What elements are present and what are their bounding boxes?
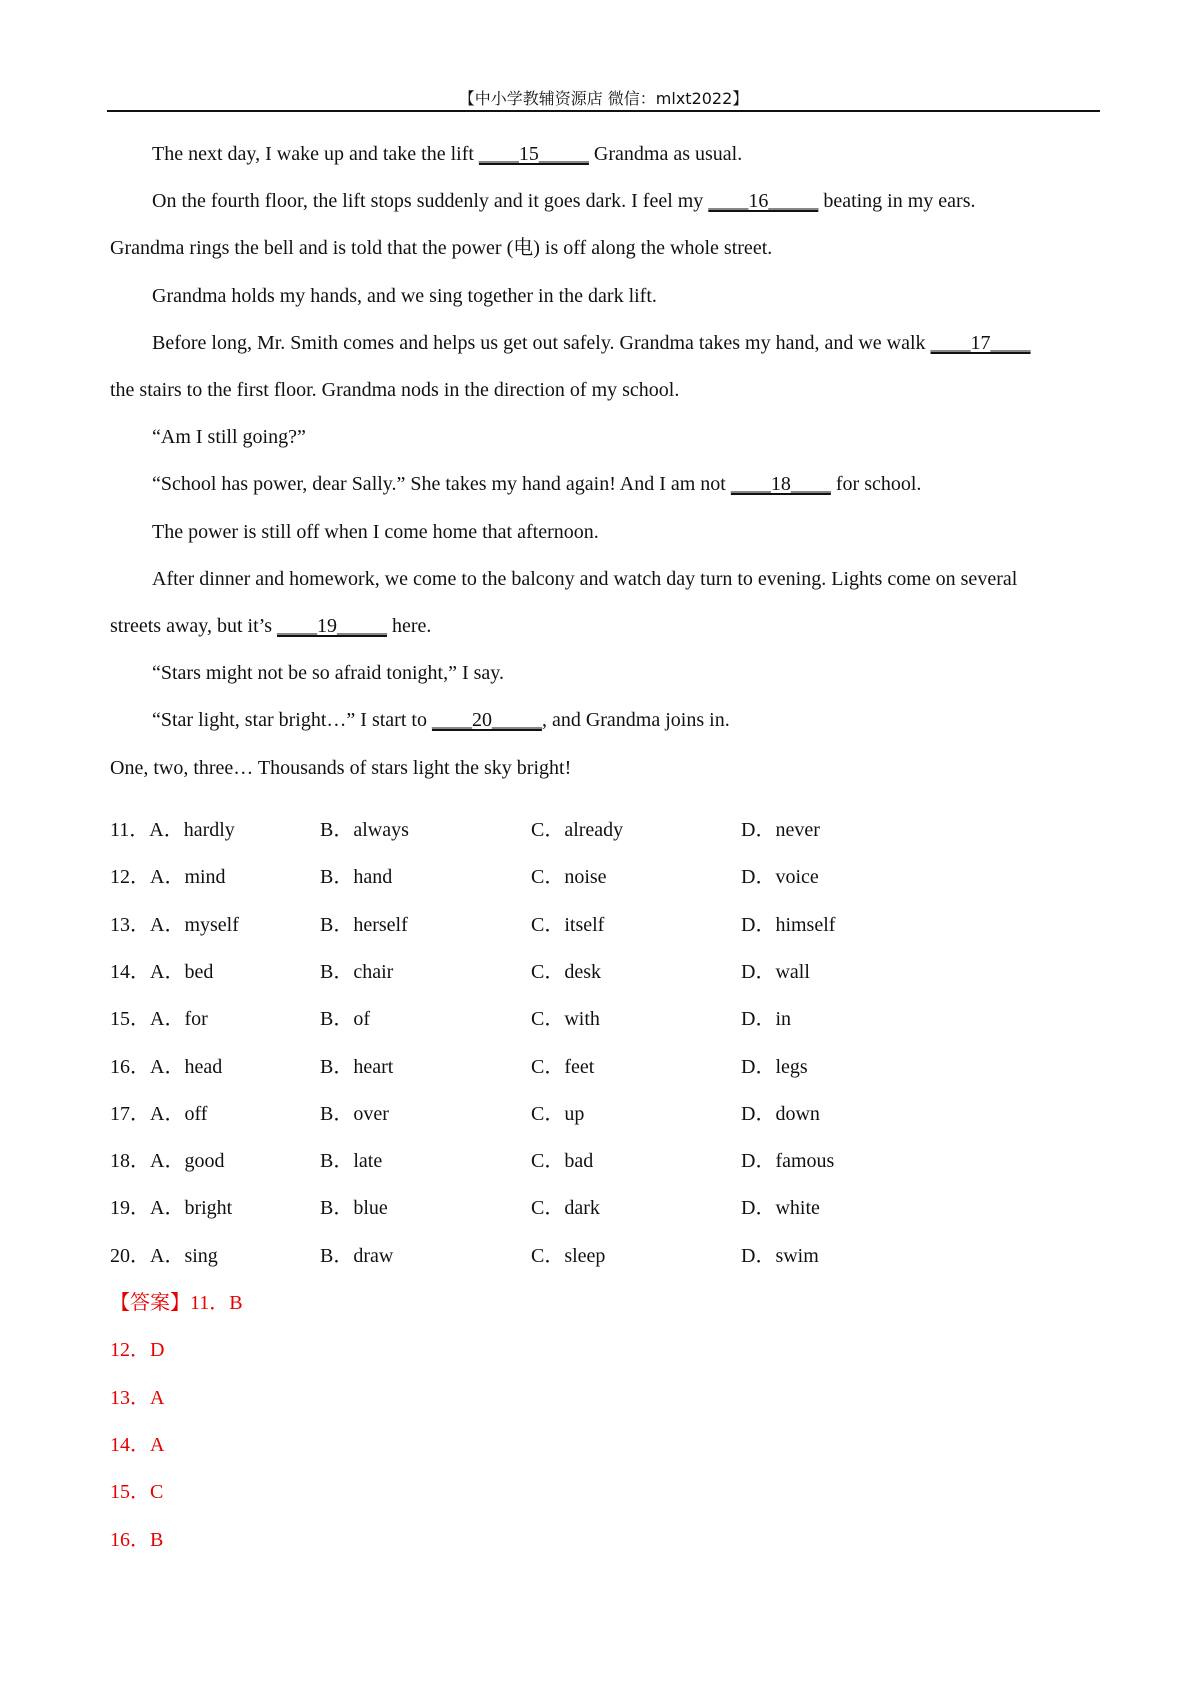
passage-text: beating in my ears. <box>818 190 976 213</box>
option-d: D．wall <box>741 960 810 983</box>
answer-line: 16．B <box>110 1528 164 1551</box>
passage-line <box>152 284 657 308</box>
passage-line <box>110 756 571 780</box>
answer-blank: ____17____ <box>930 331 1031 354</box>
option-d: D．in <box>741 1008 791 1031</box>
option-d: D．swim <box>741 1244 819 1267</box>
passage-line <box>152 189 976 213</box>
option-a: 20．A．sing <box>110 1244 218 1267</box>
option-c: C．already <box>531 819 624 841</box>
passage-text: “School has power, dear Sally.” She takes my hand again! And I am not <box>152 473 731 496</box>
option-c: C．desk <box>531 960 601 983</box>
option-c: C．feet <box>531 1055 595 1078</box>
passage-text: One, two, three… Thousands of stars light the sky bright! <box>110 756 572 779</box>
passage-text: for school. <box>830 473 922 496</box>
option-a: 13．A．myself <box>110 913 239 936</box>
passage-text: Grandma holds my hands, and we sing together in the dark lift. <box>152 284 657 307</box>
option-b: B．blue <box>320 1197 388 1220</box>
answer-blank: ____19_____ <box>277 615 388 637</box>
option-d: D．never <box>741 819 820 841</box>
option-a: 16．A．head <box>110 1055 223 1078</box>
passage-text: , and Grandma joins in. <box>541 709 730 732</box>
option-b: B．hand <box>320 866 393 889</box>
option-a: 19．A．bright <box>110 1197 233 1220</box>
answer-line: 13．A <box>110 1386 165 1409</box>
header-rule <box>107 110 1100 112</box>
option-a: 15．A．for <box>110 1008 208 1031</box>
passage-line <box>110 614 431 638</box>
option-c: C．noise <box>531 866 607 889</box>
option-b: B．herself <box>320 913 408 936</box>
passage-text: “Stars might not be so afraid tonight,” I say. <box>152 662 504 685</box>
passage-text: “Am I still going?” <box>152 426 306 449</box>
passage-line <box>152 142 742 166</box>
option-d: D．famous <box>741 1150 835 1173</box>
option-d: D．himself <box>741 913 836 936</box>
option-a: 18．A．good <box>110 1150 225 1173</box>
passage-text: The power is still off when I come home that afternoon. <box>152 520 599 543</box>
passage-text: streets away, but it’s <box>110 615 278 637</box>
passage-text: Before long, Mr. Smith comes and helps us get out safely. Grandma takes my hand, and we walk <box>152 331 931 354</box>
passage-text: here. <box>387 615 432 637</box>
passage-text: After dinner and homework, we come to the balcony and watch day turn to evening. Lights come on several <box>152 567 1018 590</box>
option-a: 14．A．bed <box>110 960 214 983</box>
option-c: C．up <box>531 1102 585 1125</box>
passage-line <box>152 661 504 685</box>
passage-line <box>152 425 306 449</box>
passage-text: “Star light, star bright…” I start to <box>152 709 432 732</box>
answer-blank: ____16_____ <box>708 190 819 213</box>
option-d: D．voice <box>741 866 819 889</box>
option-a: 12．A．mind <box>110 866 226 889</box>
passage-line <box>110 378 679 402</box>
option-b: B．of <box>320 1008 370 1031</box>
option-b: B．always <box>320 819 409 841</box>
answer-blank: ____15_____ <box>478 143 589 165</box>
answer-blank: ____18____ <box>730 473 831 496</box>
option-c: C．with <box>531 1008 600 1031</box>
page-header: 【中小学教辅资源店 微信：mlxt2022】 <box>458 89 749 108</box>
passage-line <box>110 236 772 260</box>
passage-line <box>152 708 730 732</box>
answer-blank: ____20_____ <box>431 709 542 732</box>
answer-line: 15．C <box>110 1481 164 1504</box>
option-b: B．late <box>320 1150 383 1173</box>
option-c: C．itself <box>531 913 605 936</box>
option-b: B．over <box>320 1102 389 1125</box>
option-c: C．dark <box>531 1197 600 1220</box>
passage-line <box>152 472 921 496</box>
option-c: C．sleep <box>531 1244 606 1267</box>
option-d: D．legs <box>741 1055 808 1078</box>
answer-line: 14．A <box>110 1433 165 1456</box>
passage-line <box>152 520 599 544</box>
passage-line <box>152 567 1017 591</box>
passage-line <box>152 331 1031 355</box>
passage-text: On the fourth floor, the lift stops suddenly and it goes dark. I feel my <box>152 190 709 213</box>
option-a: 11．A．hardly <box>110 819 235 841</box>
option-b: B．heart <box>320 1055 394 1078</box>
option-b: B．draw <box>320 1244 394 1267</box>
option-d: D．white <box>741 1197 820 1220</box>
passage-text: Grandma rings the bell and is told that the power (电) is off along the whole street. <box>110 237 773 260</box>
option-c: C．bad <box>531 1150 594 1173</box>
passage-text: The next day, I wake up and take the lift <box>152 143 479 165</box>
passage-text: the stairs to the first floor. Grandma nods in the direction of my school. <box>110 379 680 401</box>
option-d: D．down <box>741 1102 820 1125</box>
option-a: 17．A．off <box>110 1102 208 1125</box>
passage-text: Grandma as usual. <box>588 143 743 165</box>
answer-line: 【答案】11．B <box>110 1292 243 1314</box>
option-b: B．chair <box>320 960 394 983</box>
answer-line: 12．D <box>110 1339 165 1362</box>
